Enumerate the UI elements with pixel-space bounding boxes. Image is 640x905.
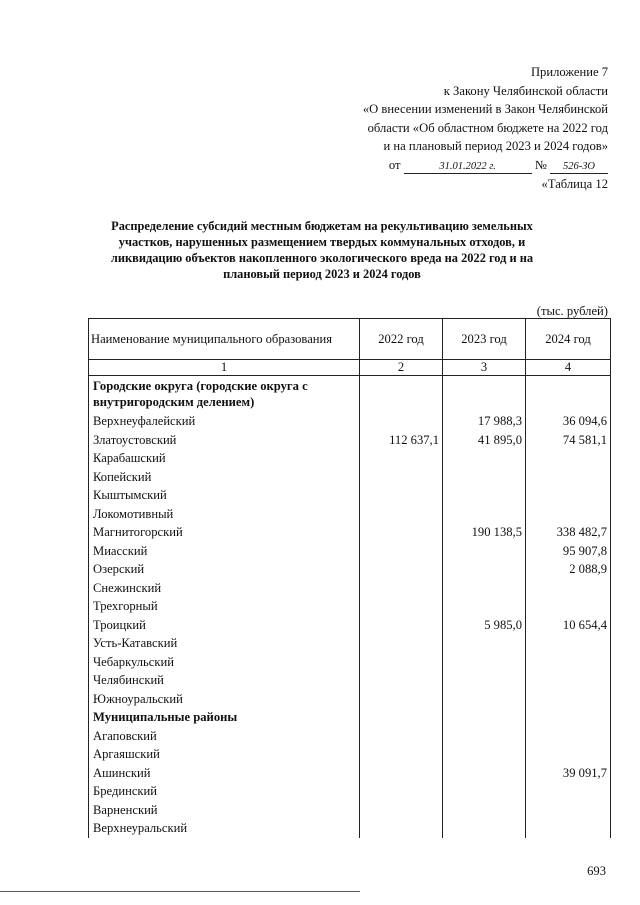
column-header-municipality: Наименование муниципального образования <box>89 319 360 360</box>
column-numbers-row <box>89 360 611 376</box>
value-2022-cell <box>360 579 443 598</box>
value-2024-cell <box>526 708 611 727</box>
value-2024-cell <box>526 745 611 764</box>
value-2024-cell <box>526 597 611 616</box>
value-2024-cell <box>526 819 611 838</box>
table-row <box>89 579 611 598</box>
value-2022-cell <box>360 653 443 672</box>
table-header <box>89 319 611 376</box>
value-2022-cell <box>360 801 443 820</box>
value-2023-cell <box>443 579 526 598</box>
column-number: 2 <box>360 360 443 376</box>
header-line: «О внесении изменений в Закон Челябинской <box>362 102 608 116</box>
value-2022-cell <box>360 616 443 635</box>
value-2024-cell <box>526 505 611 524</box>
municipality-cell: Троицкий <box>89 616 360 635</box>
municipality-cell: Снежинский <box>89 579 360 598</box>
value-2024-cell: 10 654,4 <box>526 616 611 635</box>
value-2024-cell <box>526 782 611 801</box>
value-2022-cell <box>360 376 443 413</box>
value-2024-cell <box>526 468 611 487</box>
municipality-cell: Кыштымский <box>89 486 360 505</box>
appendix-header <box>188 63 608 174</box>
decree-date: 31.01.2022 г. <box>404 160 532 174</box>
value-2022-cell <box>360 764 443 783</box>
table-row <box>89 505 611 524</box>
table-row <box>89 449 611 468</box>
municipality-cell: Трехгорный <box>89 597 360 616</box>
value-2022-cell <box>360 690 443 709</box>
decree-number: 526-ЗО <box>550 160 608 174</box>
municipality-cell: Ашинский <box>89 764 360 783</box>
unit-label: (тыс. рублей) <box>536 304 608 318</box>
column-number: 1 <box>89 360 360 376</box>
table-row <box>89 431 611 450</box>
municipality-cell: Варненский <box>89 801 360 820</box>
municipality-cell: Городские округа (городские округа с внутригородским делением) <box>89 376 360 413</box>
value-2023-cell <box>443 782 526 801</box>
value-2022-cell <box>360 782 443 801</box>
column-number: 3 <box>443 360 526 376</box>
municipality-cell: Верхнеуральский <box>89 819 360 838</box>
value-2022-cell <box>360 542 443 561</box>
value-2024-cell <box>526 690 611 709</box>
value-2023-cell <box>443 819 526 838</box>
table-body <box>89 376 611 838</box>
value-2023-cell <box>443 505 526 524</box>
value-2023-cell: 17 988,3 <box>443 412 526 431</box>
value-2023-cell <box>443 801 526 820</box>
value-2024-cell: 36 094,6 <box>526 412 611 431</box>
header-line: и на плановый период 2023 и 2024 годов» <box>383 139 608 153</box>
value-2024-cell: 338 482,7 <box>526 523 611 542</box>
table-row <box>89 801 611 820</box>
value-2023-cell <box>443 560 526 579</box>
column-header-2022: 2022 год <box>360 319 443 360</box>
municipality-cell: Южноуральский <box>89 690 360 709</box>
value-2023-cell <box>443 376 526 413</box>
column-header-2023: 2023 год <box>443 319 526 360</box>
table-row <box>89 819 611 838</box>
value-2022-cell <box>360 486 443 505</box>
municipality-cell: Муниципальные районы <box>89 708 360 727</box>
value-2022-cell <box>360 597 443 616</box>
table-row <box>89 542 611 561</box>
number-label: № <box>534 157 547 172</box>
table-row <box>89 653 611 672</box>
value-2023-cell: 5 985,0 <box>443 616 526 635</box>
value-2023-cell <box>443 764 526 783</box>
value-2022-cell <box>360 505 443 524</box>
page-number: 693 <box>587 864 606 878</box>
value-2024-cell <box>526 801 611 820</box>
value-2023-cell <box>443 449 526 468</box>
municipality-cell: Карабашский <box>89 449 360 468</box>
table-row <box>89 690 611 709</box>
table-row <box>89 764 611 783</box>
municipality-cell: Аргаяшский <box>89 745 360 764</box>
value-2023-cell: 190 138,5 <box>443 523 526 542</box>
table-row <box>89 727 611 746</box>
value-2022-cell <box>360 745 443 764</box>
municipality-cell: Усть-Катавский <box>89 634 360 653</box>
table-row <box>89 468 611 487</box>
value-2022-cell <box>360 634 443 653</box>
value-2024-cell <box>526 449 611 468</box>
table-row <box>89 597 611 616</box>
value-2024-cell <box>526 486 611 505</box>
value-2024-cell: 2 088,9 <box>526 560 611 579</box>
table-row <box>89 560 611 579</box>
value-2023-cell <box>443 671 526 690</box>
municipality-cell: Озерский <box>89 560 360 579</box>
column-number: 4 <box>526 360 611 376</box>
value-2023-cell <box>443 634 526 653</box>
table-row <box>89 616 611 635</box>
header-line: к Закону Челябинской области <box>443 83 608 98</box>
value-2024-cell <box>526 653 611 672</box>
value-2022-cell <box>360 412 443 431</box>
value-2024-cell: 95 907,8 <box>526 542 611 561</box>
table-row <box>89 412 611 431</box>
municipality-cell: Верхнеуфалейский <box>89 412 360 431</box>
value-2023-cell <box>443 597 526 616</box>
column-header-2024: 2024 год <box>526 319 611 360</box>
table-row <box>89 708 611 727</box>
value-2022-cell <box>360 560 443 579</box>
municipality-cell: Челябинский <box>89 671 360 690</box>
value-2024-cell <box>526 671 611 690</box>
table-row <box>89 634 611 653</box>
value-2023-cell <box>443 708 526 727</box>
bottom-rule <box>0 891 360 892</box>
value-2024-cell: 39 091,7 <box>526 764 611 783</box>
table-row <box>89 745 611 764</box>
value-2022-cell <box>360 708 443 727</box>
municipality-cell: Златоустовский <box>89 431 360 450</box>
table-row <box>89 486 611 505</box>
value-2024-cell: 74 581,1 <box>526 431 611 450</box>
value-2023-cell <box>443 468 526 487</box>
value-2023-cell <box>443 727 526 746</box>
municipality-cell: Локомотивный <box>89 505 360 524</box>
value-2022-cell <box>360 449 443 468</box>
municipality-cell: Копейский <box>89 468 360 487</box>
value-2022-cell: 112 637,1 <box>360 431 443 450</box>
header-line: области «Об областном бюджете на 2022 год <box>367 120 608 135</box>
table-row <box>89 376 611 413</box>
from-label: от <box>388 157 401 172</box>
value-2024-cell <box>526 376 611 413</box>
value-2023-cell <box>443 542 526 561</box>
municipality-cell: Агаповский <box>89 727 360 746</box>
municipality-cell: Брединский <box>89 782 360 801</box>
value-2023-cell <box>443 653 526 672</box>
table-row <box>89 671 611 690</box>
municipality-cell: Миасский <box>89 542 360 561</box>
value-2023-cell <box>443 690 526 709</box>
municipality-cell: Чебаркульский <box>89 653 360 672</box>
value-2022-cell <box>360 819 443 838</box>
table-label: «Таблица 12 <box>541 177 608 191</box>
value-2024-cell <box>526 727 611 746</box>
header-line: Приложение 7 <box>530 65 608 79</box>
decree-line <box>188 156 608 175</box>
table-row <box>89 523 611 542</box>
value-2024-cell <box>526 579 611 598</box>
table-row <box>89 782 611 801</box>
subsidy-table <box>88 318 611 838</box>
document-title: Распределение субсидий местным бюджетам на рекультивацию земельных участков, нарушенных размещением твердых коммунальных отходов, и ликвидацию объектов накопленного экологического вреда на 2022 год и на плановый период 2023 и 2024 годов <box>110 219 534 281</box>
municipality-cell: Магнитогорский <box>89 523 360 542</box>
value-2024-cell <box>526 634 611 653</box>
value-2022-cell <box>360 727 443 746</box>
value-2022-cell <box>360 523 443 542</box>
value-2023-cell <box>443 486 526 505</box>
value-2023-cell: 41 895,0 <box>443 431 526 450</box>
value-2022-cell <box>360 671 443 690</box>
value-2022-cell <box>360 468 443 487</box>
value-2023-cell <box>443 745 526 764</box>
